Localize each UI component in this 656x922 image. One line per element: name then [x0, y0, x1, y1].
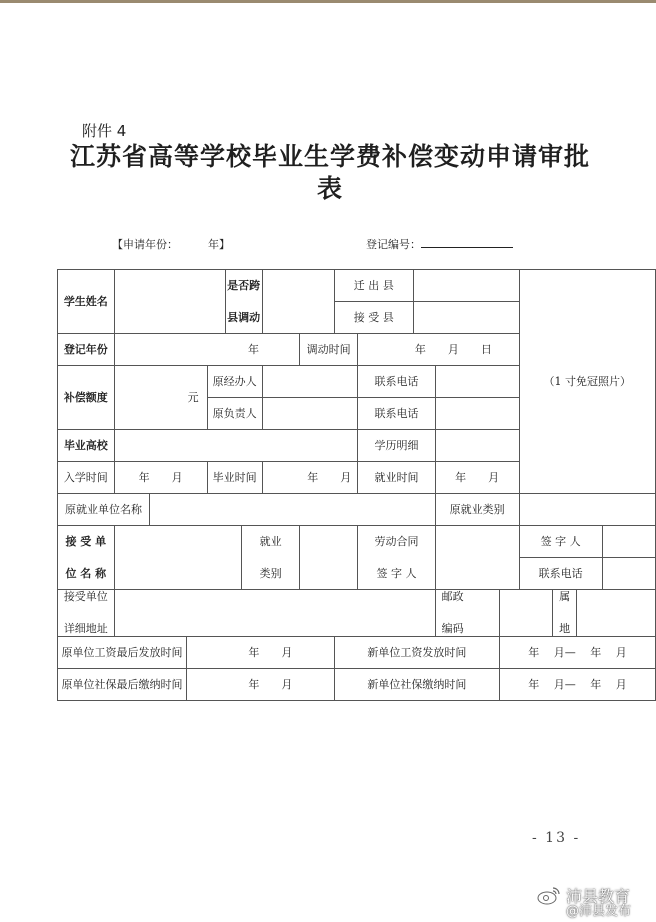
labor-contract-label — [358, 526, 435, 590]
cross-county-line2: 县调动 — [227, 310, 261, 324]
orig-salary-time-field[interactable]: 年 月 — [187, 637, 335, 669]
out-county-label: 迁 出 县 — [334, 270, 413, 302]
postal-label — [435, 590, 499, 637]
signer-field[interactable] — [602, 526, 655, 558]
postal-line2: 编码 — [441, 622, 464, 635]
orig-salary-time-label: 原单位工资最后发放时间 — [58, 637, 187, 669]
employ-type-field[interactable] — [300, 526, 358, 590]
grad-time-field[interactable]: 年 月 — [262, 462, 358, 494]
orig-handler-field[interactable] — [262, 366, 358, 398]
watermark-name: 沛县教育 — [566, 887, 631, 906]
school-label: 毕业高校 — [58, 430, 115, 462]
contact-phone-1-label: 联系电话 — [358, 366, 435, 398]
recv-addr-line2: 详细地址 — [63, 622, 108, 635]
contact-phone-2-label: 联系电话 — [358, 398, 435, 430]
contact-phone-2-field[interactable] — [435, 398, 519, 430]
enroll-time-label: 入学时间 — [58, 462, 115, 494]
edu-proof-field[interactable] — [435, 430, 519, 462]
employ-type-line1: 就业 — [259, 534, 282, 548]
orig-insurance-time-label: 原单位社保最后缴纳时间 — [58, 669, 187, 701]
cross-county-label — [225, 270, 262, 334]
orig-employ-type-label: 原就业类别 — [435, 494, 519, 526]
belong-line2: 地 — [559, 622, 571, 635]
employ-time-label: 就业时间 — [358, 462, 435, 494]
employ-time-field[interactable]: 年 月 — [435, 462, 519, 494]
student-name-field[interactable] — [114, 270, 225, 334]
edu-proof-label: 学历明细 — [358, 430, 435, 462]
orig-employ-type-field[interactable] — [519, 494, 655, 526]
registration-number-label: 登记编号： — [366, 238, 421, 251]
labor-contract-field[interactable] — [435, 526, 519, 590]
orig-handler-label: 原经办人 — [207, 366, 262, 398]
registration-number-field[interactable] — [421, 237, 513, 248]
application-year-open: 【申请年份： — [112, 238, 178, 251]
top-border — [0, 0, 656, 3]
labor-contract-line2: 签 字 人 — [376, 566, 417, 580]
watermark-handle: @沛县发布 — [566, 904, 632, 919]
orig-insurance-time-field[interactable]: 年 月 — [187, 669, 335, 701]
contact-phone-1-field[interactable] — [435, 366, 519, 398]
employ-type-label — [242, 526, 300, 590]
reg-year-label: 登记年份 — [58, 334, 115, 366]
employ-type-line2: 类别 — [259, 566, 282, 580]
student-name-label: 学生姓名 — [58, 270, 115, 334]
postal-field[interactable] — [500, 590, 553, 637]
recv-addr-label — [58, 590, 115, 637]
recv-unit-field[interactable] — [114, 526, 242, 590]
amount-field[interactable]: 元 — [114, 366, 207, 430]
new-insurance-time-field[interactable]: 年 月— 年 月 — [500, 669, 656, 701]
new-salary-time-label: 新单位工资发放时间 — [334, 637, 499, 669]
signer-label: 签 字 人 — [519, 526, 602, 558]
cross-county-field[interactable] — [262, 270, 334, 334]
recv-addr-field[interactable] — [114, 590, 435, 637]
transfer-time-field[interactable]: 年 月 日 — [358, 334, 519, 366]
belong-line1: 属 — [559, 590, 571, 603]
grad-time-label: 毕业时间 — [207, 462, 262, 494]
application-year-close: 年】 — [208, 238, 230, 251]
school-field[interactable] — [114, 430, 358, 462]
new-salary-time-field[interactable]: 年 月— 年 月 — [500, 637, 656, 669]
signer-phone-label: 联系电话 — [519, 558, 602, 590]
registration-number — [366, 236, 513, 252]
orig-head-field[interactable] — [262, 398, 358, 430]
weibo-logo-icon — [536, 884, 562, 906]
enroll-time-field[interactable]: 年 月 — [114, 462, 207, 494]
attachment-label: 附件 4 — [82, 122, 127, 140]
application-year — [112, 236, 230, 252]
form-title: 江苏省高等学校毕业生学费补偿变动申请审批表 — [70, 142, 591, 203]
recv-unit-label — [58, 526, 115, 590]
page-number: - 13 - — [532, 830, 581, 846]
recv-addr-line1: 接受单位 — [63, 590, 108, 603]
in-county-field[interactable] — [413, 302, 519, 334]
in-county-label: 接 受 县 — [334, 302, 413, 334]
application-form-table — [57, 269, 656, 701]
signer-phone-field[interactable] — [602, 558, 655, 590]
orig-employer-label: 原就业单位名称 — [58, 494, 150, 526]
orig-employer-field[interactable] — [149, 494, 435, 526]
belong-label — [552, 590, 577, 637]
labor-contract-line1: 劳动合同 — [374, 534, 419, 548]
amount-label: 补偿额度 — [58, 366, 115, 430]
postal-line1: 邮政 — [441, 590, 464, 603]
cross-county-line1: 是否跨 — [227, 278, 261, 292]
out-county-field[interactable] — [413, 270, 519, 302]
photo-box: （1 寸免冠照片） — [519, 270, 655, 494]
recv-unit-line2: 位 名 称 — [65, 566, 107, 580]
orig-head-label: 原负责人 — [207, 398, 262, 430]
reg-year-field[interactable]: 年 — [114, 334, 299, 366]
recv-unit-line1: 接 受 单 — [65, 534, 107, 548]
belong-field[interactable] — [577, 590, 656, 637]
new-insurance-time-label: 新单位社保缴纳时间 — [334, 669, 499, 701]
transfer-time-label: 调动时间 — [300, 334, 358, 366]
